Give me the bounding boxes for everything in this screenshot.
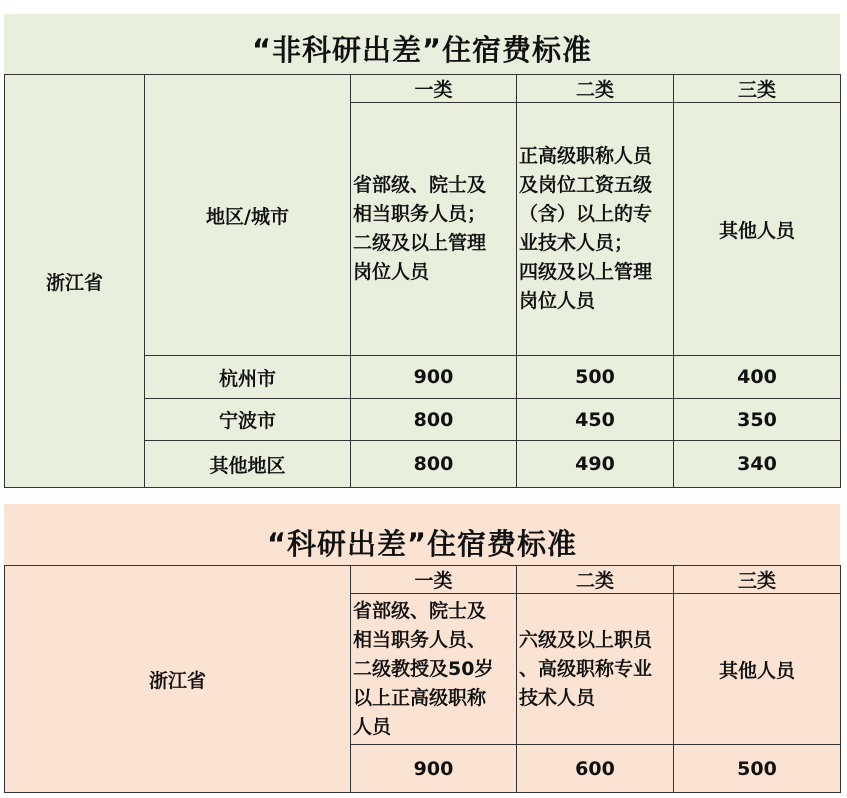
category-2-description: 正高级职称人员 及岗位工资五级 （含）以上的专 业技术人员； 四级及以上管理 岗位人员 — [517, 103, 674, 356]
category-header-2: 二类 — [517, 75, 674, 103]
rate-cell: 900 — [351, 356, 517, 399]
city-cell: 其他地区 — [145, 441, 351, 488]
rate-cell: 340 — [674, 441, 841, 488]
category-header-1: 一类 — [351, 566, 517, 594]
category-1-description: 省部级、院士及 相当职务人员； 二级及以上管理 岗位人员 — [351, 103, 517, 356]
non-research-table — [4, 74, 841, 488]
city-cell: 宁波市 — [145, 399, 351, 441]
rate-cell: 600 — [517, 745, 674, 793]
non-research-travel-section — [4, 14, 840, 488]
category-2-description: 六级及以上职员 、高级职称专业 技术人员 — [517, 594, 674, 745]
category-1-description: 省部级、院士及 相当职务人员、 二级教授及50岁 以上正高级职称 人员 — [351, 594, 517, 745]
rate-cell: 800 — [351, 399, 517, 441]
rate-cell: 450 — [517, 399, 674, 441]
research-travel-section — [4, 504, 840, 792]
rate-cell: 900 — [351, 745, 517, 793]
region-header: 地区/城市 — [145, 75, 351, 356]
province-cell: 浙江省 — [5, 566, 351, 793]
rate-cell: 500 — [674, 745, 841, 793]
research-table — [4, 565, 841, 793]
rate-cell: 400 — [674, 356, 841, 399]
rate-cell: 800 — [351, 441, 517, 488]
category-header-2: 二类 — [517, 566, 674, 594]
category-3-description: 其他人员 — [674, 594, 841, 745]
province-cell: 浙江省 — [5, 75, 145, 488]
rate-cell: 500 — [517, 356, 674, 399]
rate-cell: 350 — [674, 399, 841, 441]
city-cell: 杭州市 — [145, 356, 351, 399]
category-header-3: 三类 — [674, 566, 841, 594]
research-title: “科研出差”住宿费标准 — [266, 527, 578, 561]
category-header-1: 一类 — [351, 75, 517, 103]
category-header-3: 三类 — [674, 75, 841, 103]
non-research-title: “非科研出差”住宿费标准 — [251, 33, 593, 67]
category-3-description: 其他人员 — [674, 103, 841, 356]
rate-cell: 490 — [517, 441, 674, 488]
